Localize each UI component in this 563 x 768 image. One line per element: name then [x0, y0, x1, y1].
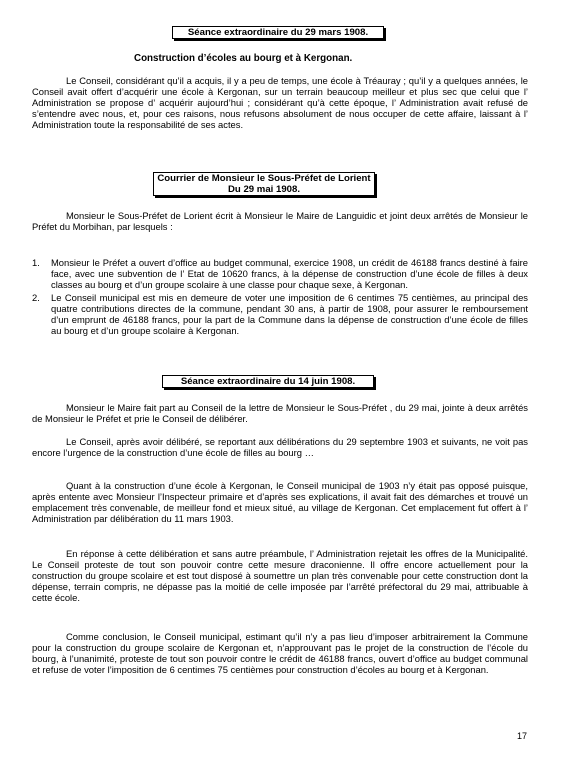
paragraph: Comme conclusion, le Conseil municipal, estimant qu’il n’y a pas lieu d’imposer arbitrairement la Commune pour la construction du groupe scolaire de Kergonan et, n’approuvant pas le projet de la construction de l’école du bourg, à l’unanimité, proteste de tout son pouvoir contre le crédit de 46188 francs, ouvert d’office au budget communal et refuse de voter l’imposition de 6 centimes 75 centièmes pour construction d’écoles au bourg et à Kergonan.: [32, 631, 528, 675]
page-number: 17: [516, 731, 527, 741]
list-number: 1.: [32, 257, 40, 268]
section-subtitle-construction: Construction d’écoles au bourg et à Kergonan.: [134, 53, 353, 64]
section-title-line: Courrier de Monsieur le Sous-Préfet de Lorient: [157, 173, 371, 184]
paragraph: Le Conseil, après avoir délibéré, se reportant aux délibérations du 29 septembre 1903 et suivants, ne voit pas encore l’urgence de la construction d’une école de filles au bourg …: [32, 436, 528, 458]
list-text: Monsieur le Préfet a ouvert d’office au budget communal, exercice 1908, un crédit de 46188 francs destiné à faire face, avec une subvention de l’ Etat de 10620 francs, à la dépense de construction d’une école de filles à deux classes au bourg et d’un groupe scolaire à une classe pour chaque sexe, à Kergonan.: [51, 257, 528, 290]
list-item: [32, 292, 528, 336]
section-title-14-juin: Séance extraordinaire du 14 juin 1908.: [162, 375, 374, 388]
paragraph: Monsieur le Sous-Préfet de Lorient écrit à Monsieur le Maire de Languidic et joint deux arrêtés de Monsieur le Préfet du Morbihan, par lesquels :: [32, 210, 528, 232]
paragraph: En réponse à cette délibération et sans autre préambule, l’ Administration rejetait les offres de la Municipalité. Le Conseil proteste de tout son pouvoir contre cette mesure draconienne. Il offre encore actuellement pour la construction du groupe scolaire et est tout disposé à soumettre un plan très convenable pour cette construction dont la dépense, terrain compris, ne dépasse pas la moitié de celle imposée par l’arrêté préfectoral du 29 mai, attribuable à cette école.: [32, 548, 528, 603]
section-title-line: Du 29 mai 1908.: [228, 184, 300, 195]
decree-list: [32, 257, 528, 336]
section-title-courrier: [153, 172, 375, 196]
section-title-29-mars: Séance extraordinaire du 29 mars 1908.: [172, 26, 384, 39]
list-number: 2.: [32, 292, 40, 303]
paragraph: Monsieur le Maire fait part au Conseil de la lettre de Monsieur le Sous-Préfet , du 29 mai, jointe à deux arrêtés de Monsieur le Préfet et prie le Conseil de délibérer.: [32, 402, 528, 424]
list-item: [32, 257, 528, 290]
paragraph: Le Conseil, considérant qu’il a acquis, il y a peu de temps, une école à Tréauray ; qu’il y a quelques années, le Conseil avait offert d’acquérir une école à Kergonan, sur un terrain beaucoup meilleur et plus sec que celui que l’ Administration se propose d’ acquérir aujourd’hui ; considérant qu’à cette époque, l’ Administration avait refusé de s’entendre avec nous, et, pour ces raisons, nous refusons absolument de nous occuper de cette affaire, laissant à l’ Administration toute la responsabilité de ses actes.: [32, 75, 528, 130]
list-text: Le Conseil municipal est mis en demeure de voter une imposition de 6 centimes 75 centièmes, au principal des quatre contributions directes de la commune, pendant 30 ans, à partir de 1908, pour assurer le remboursement d’un emprunt de 46188 francs, pour la part de la Commune dans la dépense de construction d’une école de filles au bourg et d’un groupe scolaire à Kergonan.: [51, 292, 528, 336]
paragraph: Quant à la construction d’une école à Kergonan, le Conseil municipal de 1903 n’y était pas opposé puisque, après entente avec Monsieur l’Inspecteur primaire et d’après ses explications, il avait fait des démarches et trouvé un emplacement très convenable, de meilleur fond et mieux situé, au village de Kergonan. Cet emplacement fut offert à l’ Administration par délibération du 11 mars 1903.: [32, 480, 528, 524]
